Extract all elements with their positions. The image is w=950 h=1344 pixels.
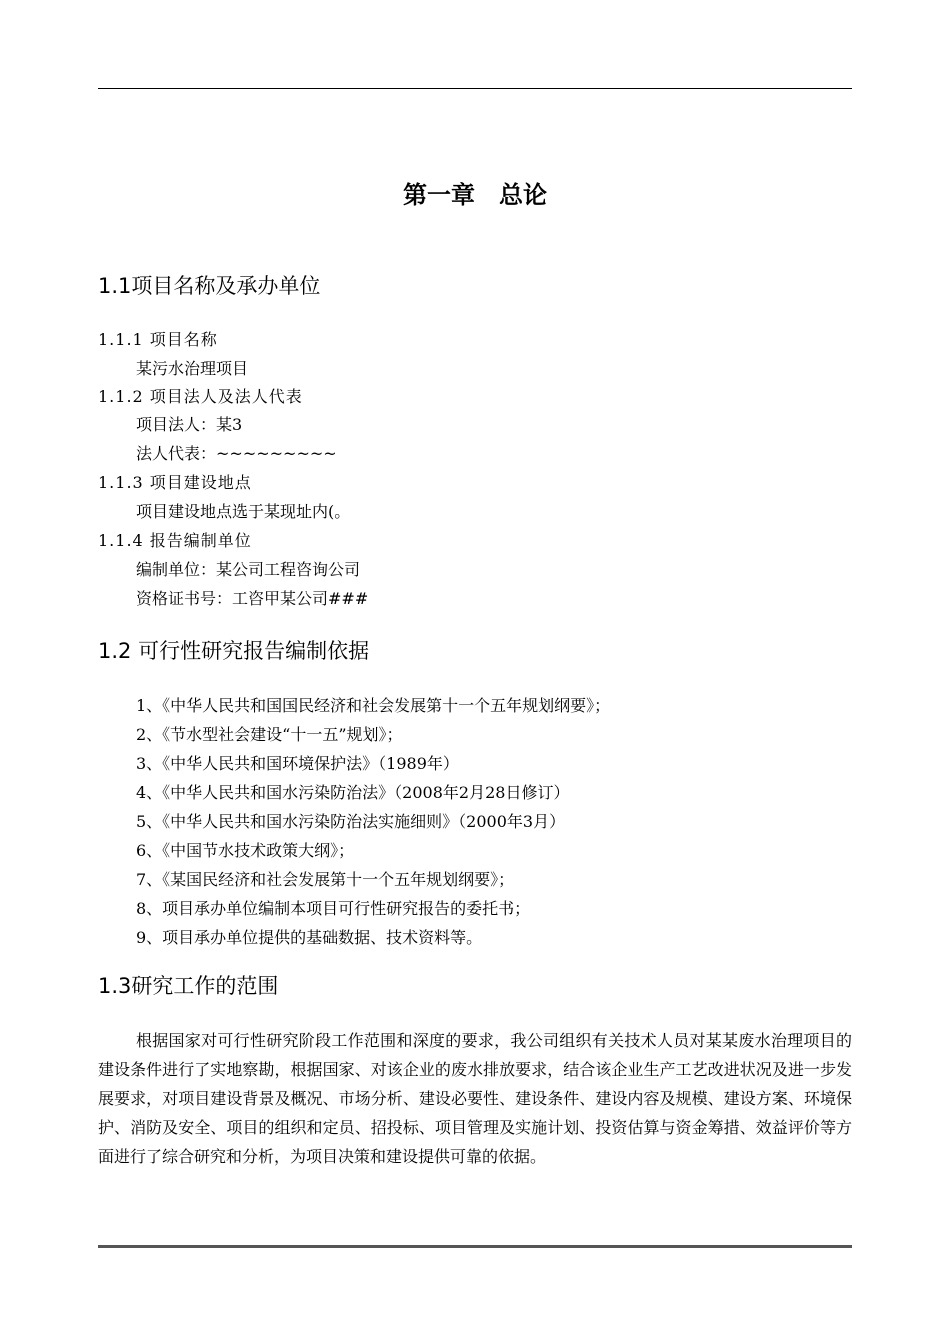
section-heading-1-2: 1.2 可行性研究报告编制依据 — [98, 639, 370, 663]
list-item: 8、项目承办单位编制本项目可行性研究报告的委托书； — [136, 899, 531, 918]
basis-list — [136, 694, 610, 955]
subsection-content: 项目建设地点选于某现址内(。 — [136, 502, 351, 521]
list-item: 1、《中华人民共和国国民经济和社会发展第十一个五年规划纲要》； — [136, 696, 611, 715]
chapter-title: 第一章 总论 — [403, 181, 547, 209]
subsection-content: 某污水治理项目 — [136, 359, 249, 378]
subsection-title-1-1-3: 1.1.3 项目建设地点 — [98, 473, 252, 492]
section-heading-1-3: 1.3研究工作的范围 — [98, 974, 279, 998]
list-item: 7、《某国民经济和社会发展第十一个五年规划纲要》； — [136, 870, 515, 889]
subsection-content: 资格证书号：工咨甲某公司### — [136, 589, 369, 608]
list-item: 9、项目承办单位提供的基础数据、技术资料等。 — [136, 928, 483, 947]
subsection-content: 编制单位：某公司工程咨询公司 — [136, 560, 361, 579]
header-rule — [98, 88, 852, 89]
list-item: 4、《中华人民共和国水污染防治法》（2008年2月28日修订） — [136, 783, 570, 802]
list-item: 2、《节水型社会建设“十一五”规划》； — [136, 725, 403, 744]
subsection-title-1-1-1: 1.1.1 项目名称 — [98, 330, 218, 349]
subsection-content: 法人代表：~~~~~~~~~ — [136, 444, 337, 463]
subsection-content: 项目法人：某3 — [136, 415, 243, 434]
list-item: 3、《中华人民共和国环境保护法》（1989年） — [136, 754, 459, 773]
list-item: 5、《中华人民共和国水污染防治法实施细则》（2000年3月） — [136, 812, 566, 831]
list-item: 6、《中国节水技术政策大纲》； — [136, 841, 355, 860]
footer-rule — [98, 1245, 852, 1248]
subsection-title-1-1-4: 1.1.4 报告编制单位 — [98, 531, 252, 550]
scope-paragraph: 根据国家对可行性研究阶段工作范围和深度的要求，我公司组织有关技术人员对某某废水治理项目的建设条件进行了实地察勘，根据国家、对该企业的废水排放要求，结合该企业生产工艺改进状况及进一步发展要求，对项目建设背景及概况、市场分析、建设必要性、建设条件、建设内容及规模、建设方案、环境保护、消防及安全、项目的组织和定员、招投标、项目管理及实施计划、投资估算与资金筹措、效益评价等方面进行了综合研究和分析，为项目决策和建设提供可靠的依据。 — [98, 1031, 852, 1166]
section-heading-1-1: 1.1项目名称及承办单位 — [98, 274, 321, 298]
subsection-title-1-1-2: 1.1.2 项目法人及法人代表 — [98, 387, 303, 406]
